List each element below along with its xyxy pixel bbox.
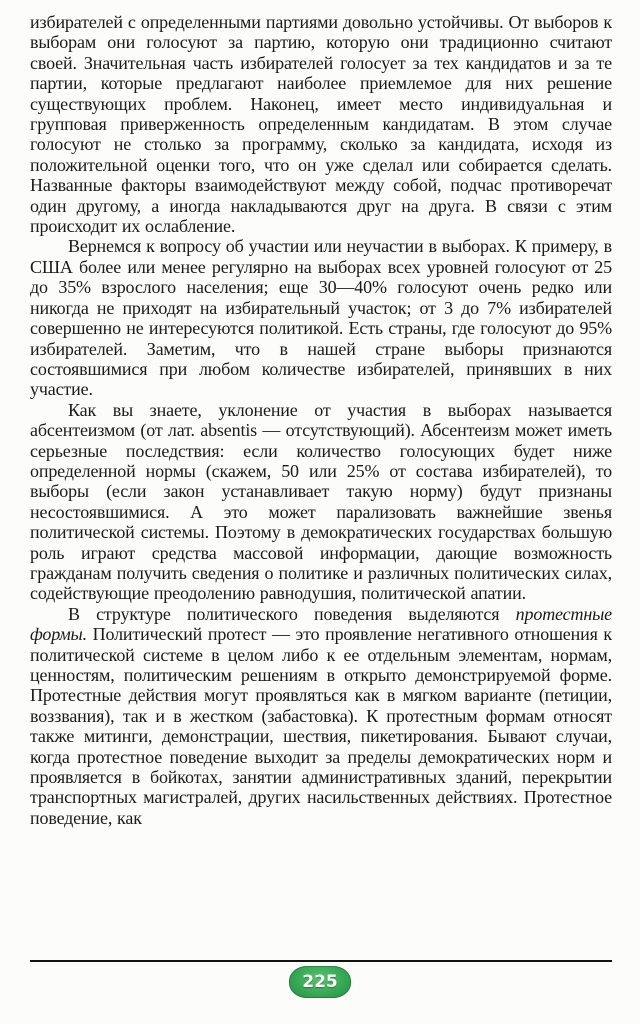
page-number: 225 — [302, 972, 338, 992]
text-segment: избирателей с определенными партиями довольно устойчивы. От выборов к выборам они голосуют за партию, которую они традиционно считают своей. Значительная часть избирателей голосует за тех кандидатов и за те партии, которые предлагают наиболее приемлемое для них решение существующих проблем. Наконец, имеет место индивидуальная и групповая приверженность определенным кандидатам. В этом случае голосуют не столько за программу, сколько за кандидата, исходя из положительной оценки того, что он уже сделал или собирается сделать. Названные факторы взаимодействуют между собой, подчас противоречат один другому, а иногда накладываются друг на друга. В связи с этим происходит их ослабление. — [30, 12, 612, 237]
text-segment: Политический протест — это проявление негативного отношения к политической системе в целом либо к ее отдельным элементам, нормам, ценностям, политическим решениям в открыто демонстрируемой форме. Протестные действия могут проявляться как в мягком варианте (петиции, воззвания), так и в жестком (забастовка). К протестным формам относят также митинги, демонстрации, шествия, пикетирования. Бывают случаи, когда протестное поведение выходит за пределы демократических норм и проявляется в бойкотах, занятии административных зданий, перекрытии транспортных магистралей, других насильственных действиях. Протестное поведение, как — [30, 624, 612, 828]
paragraph — [30, 604, 612, 828]
text-segment: Вернемся к вопросу об участии или неучастии в выборах. К примеру, в США более или менее регулярно на выборах всех уровней голосуют от 25 до 35% взрослого населения; еще 30—40% голосуют очень редко или никогда не приходят на избирательный участок; от 3 до 7% избирателей совершенно не интересуются политикой. Есть страны, где голосуют до 95% избирателей. Заметим, что в нашей стране выборы признаются состоявшимися при любом количестве избирателей, принявших в них участие. — [30, 236, 612, 400]
footer-divider — [30, 960, 612, 962]
text-segment: В структуре политического поведения выделяются — [68, 603, 516, 624]
paragraph — [30, 236, 612, 399]
text-segment: Как вы знаете, уклонение от участия в выборах называется абсентеизмом (от лат. absentis — отсутствующий). Абсентеизм может иметь серьезные последствия: если количество голосующих будет ниже определенной нормы (скажем, 50 или 25% от состава избирателей), то выборы (если закон устанавливает такую норму) будут признаны несостоявшимися. А это может парализовать важнейшие звенья политической системы. Поэтому в демократических государствах большую роль играют средства массовой информации, дающие возможность гражданам получить сведения о политике и различных политических силах, содействующие преодолению равнодушия, политической апатии. — [30, 399, 612, 604]
paragraph — [30, 400, 612, 604]
italic-term: протестные формы. — [30, 603, 612, 645]
page-number-badge — [289, 966, 351, 998]
text-block — [30, 12, 612, 828]
paragraph — [30, 12, 612, 236]
